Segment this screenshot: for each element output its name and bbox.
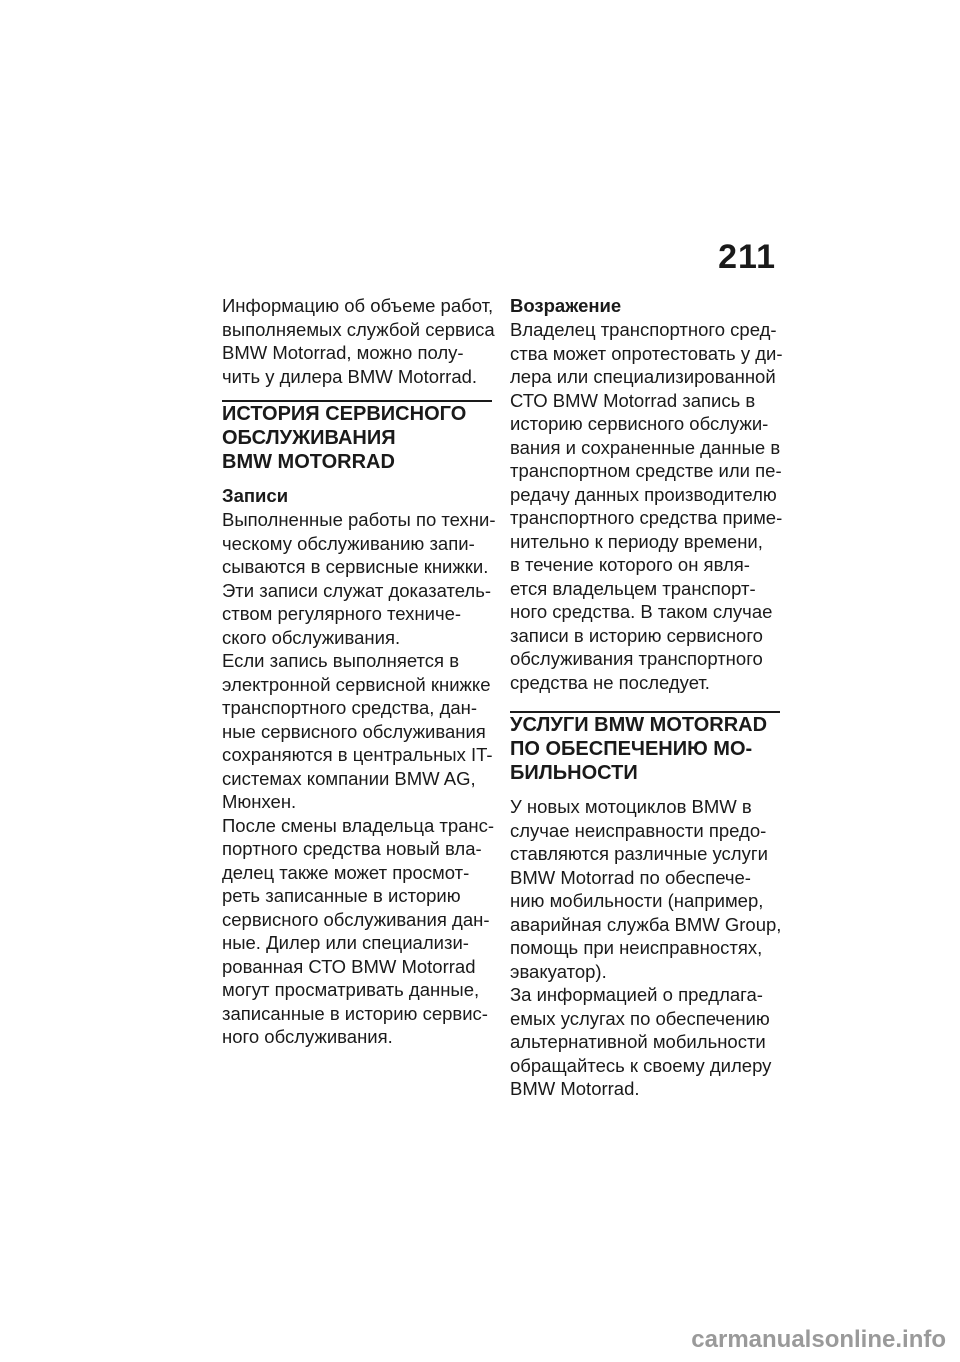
records-paragraph-2: Если запись выполняется в электронной сервисной книжке транспортного средства, дан- ные сервисного обслуживания сохраняются в центральных IT- системах компании BMW AG, Мюнхен. [222,650,493,812]
mobility-paragraph-2: За информацией о предлага- емых услугах по обеспечению альтернативной мобильности обращайтесь к своему дилеру BMW Motorrad. [510,984,772,1099]
records-paragraph-1: Выполненные работы по техни- ческому обслуживанию запи- сываются в сервисные книжки. Эти записи служат доказатель- ством регулярного техниче- ского обслуживания. [222,509,496,648]
records-paragraph-3: После смены владельца транс- портного средства новый вла- делец также может просмот- реть записанные в историю сервисного обслуживания дан- ные. Дилер или специализи- рованная СТО BMW Motorrad могут просматривать данные, записанные в историю сервис- ного обслуживания. [222,814,495,1047]
text-line: выполняемых службой сервиса [222,318,495,340]
right-column [510,294,783,1101]
section-title-mobility-services: УСЛУГИ BMW MOTORRAD ПО ОБЕСПЕЧЕНИЮ МО- БИЛЬНОСТИ [510,714,768,784]
intro-paragraph [222,294,495,388]
subtitle-records: Записи [222,485,289,506]
text-line: BMW Motorrad, можно полу- [222,342,464,363]
objection-paragraph: Владелец транспортного сред- ства может опротестовать у ди- лера или специализированной СТО BMW Motorrad запись в историю сервисного обслужи- вания и сохраненные данные в транспортном средстве или пе- редачу данных производителю транспортного средства приме- нительно к периоду времени, в течение которого он явля- ется владельцем транспорт- ного средства. В таком случае записи в историю сервисного обслуживания транспортного средства не последует. [510,319,783,693]
watermark-link[interactable]: carmanualsonline.info [691,1326,946,1353]
page-number: 211 [718,238,776,276]
mobility-paragraph-1: У новых мотоциклов BMW в случае неисправности предо- ставляются различные услуги BMW Motorrad по обеспече- нию мобильности (например, аварийная служба BMW Group, помощь при неисправностях, эвакуатор). [510,796,782,982]
section-title-service-history: ИСТОРИЯ СЕРВИСНОГО ОБСЛУЖИВАНИЯ BMW MOTORRAD [222,403,467,473]
subtitle-objection: Возражение [510,295,622,316]
text-line: чить у дилера BMW Motorrad. [222,365,478,387]
left-column [222,294,496,1049]
text-line: Информацию об объеме работ, [222,295,494,316]
